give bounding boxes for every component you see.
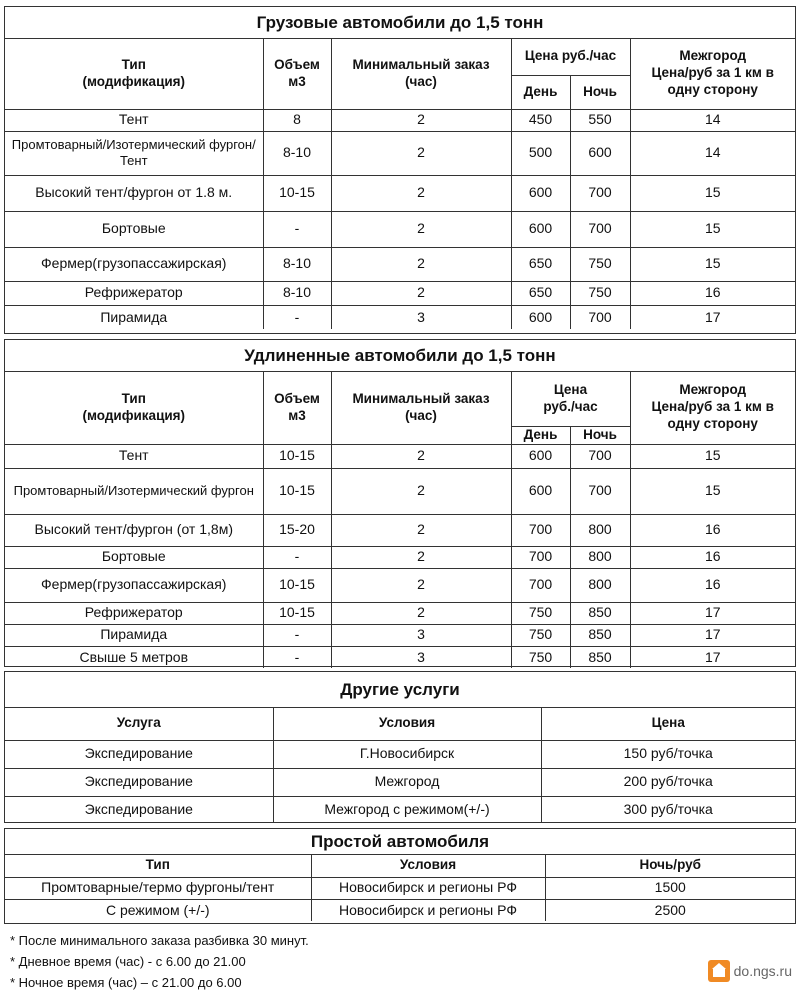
col-price: Цена xyxy=(541,708,795,740)
col-service: Услуга xyxy=(5,708,273,740)
table-row: Тент 10-15 2 600 700 15 xyxy=(5,444,795,468)
trucks-table xyxy=(5,39,795,329)
table-row: Промтоварный/Изотермический фургон/Тент 8-10 2 500 600 14 xyxy=(5,131,795,175)
col-conditions: Условия xyxy=(311,855,545,877)
footnote: * Ночное время (час) – с 21.00 до 6.00 xyxy=(10,975,242,990)
table-row: Пирамида - 3 750 850 17 xyxy=(5,624,795,646)
col-price: Цена руб./час xyxy=(511,372,630,426)
col-night-price: Ночь/руб xyxy=(545,855,795,877)
table-row: Рефрижератор 8-10 2 650 750 16 xyxy=(5,281,795,305)
table-row: Фермер(грузопассажирская) 10-15 2 700 800 16 xyxy=(5,568,795,602)
table-row: Тент 8 2 450 550 14 xyxy=(5,109,795,131)
table-row: Экспедирование Межгород с режимом(+/-) 300 руб/точка xyxy=(5,796,795,822)
col-night: Ночь xyxy=(570,426,630,444)
table-row: Промтоварный/Изотермический фургон 10-15 2 600 700 15 xyxy=(5,468,795,514)
col-volume: Объем м3 xyxy=(263,39,331,109)
table-row: Бортовые - 2 700 800 16 xyxy=(5,546,795,568)
table-row: Бортовые - 2 600 700 15 xyxy=(5,211,795,247)
col-night: Ночь xyxy=(570,75,630,109)
long-trucks-title: Удлиненные автомобили до 1,5 тонн xyxy=(5,340,795,372)
table-row: Экспедирование Г.Новосибирск 150 руб/точка xyxy=(5,740,795,768)
footnotes xyxy=(10,930,309,993)
col-min-order: Минимальный заказ (час) xyxy=(331,39,511,109)
col-type: Тип (модификация) xyxy=(5,372,263,444)
table-row: Свыше 5 метров - 3 750 850 17 xyxy=(5,646,795,668)
table-row: Высокий тент/фургон от 1.8 м. 10-15 2 600 700 15 xyxy=(5,175,795,211)
long-trucks-section xyxy=(4,339,796,667)
col-intercity: Межгород Цена/руб за 1 км в одну сторону xyxy=(630,372,795,444)
table-row: Пирамида - 3 600 700 17 xyxy=(5,305,795,329)
col-intercity: Межгород Цена/руб за 1 км в одну сторону xyxy=(630,39,795,109)
table-row: Промтоварные/термо фургоны/тент Новосибирск и регионы РФ 1500 xyxy=(5,877,795,899)
other-services-title: Другие услуги xyxy=(5,672,795,708)
other-services-section xyxy=(4,671,796,823)
long-trucks-table xyxy=(5,372,795,668)
table-row: Экспедирование Межгород 200 руб/точка xyxy=(5,768,795,796)
footnote: * После минимального заказа разбивка 30 минут. xyxy=(10,933,309,948)
table-row: Фермер(грузопассажирская) 8-10 2 650 750 15 xyxy=(5,247,795,281)
trucks-title: Грузовые автомобили до 1,5 тонн xyxy=(5,7,795,39)
col-day: День xyxy=(511,426,570,444)
watermark xyxy=(708,960,792,982)
idle-table xyxy=(5,855,795,921)
col-conditions: Условия xyxy=(273,708,541,740)
other-services-table xyxy=(5,708,795,822)
idle-title: Простой автомобиля xyxy=(5,829,795,855)
table-row: Рефрижератор 10-15 2 750 850 17 xyxy=(5,602,795,624)
table-row: С режимом (+/-) Новосибирск и регионы РФ 2500 xyxy=(5,899,795,921)
col-price: Цена руб./час xyxy=(511,39,630,75)
col-min-order: Минимальный заказ (час) xyxy=(331,372,511,444)
col-type: Тип xyxy=(5,855,311,877)
watermark-text: do.ngs.ru xyxy=(733,963,792,979)
trucks-section xyxy=(4,6,796,334)
col-type: Тип (модификация) xyxy=(5,39,263,109)
footnote: * Дневное время (час) - с 6.00 до 21.00 xyxy=(10,954,246,969)
idle-section xyxy=(4,828,796,924)
col-day: День xyxy=(511,75,570,109)
table-row: Высокий тент/фургон (от 1,8м) 15-20 2 700 800 16 xyxy=(5,514,795,546)
col-volume: Объем м3 xyxy=(263,372,331,444)
house-logo-icon xyxy=(708,960,730,982)
